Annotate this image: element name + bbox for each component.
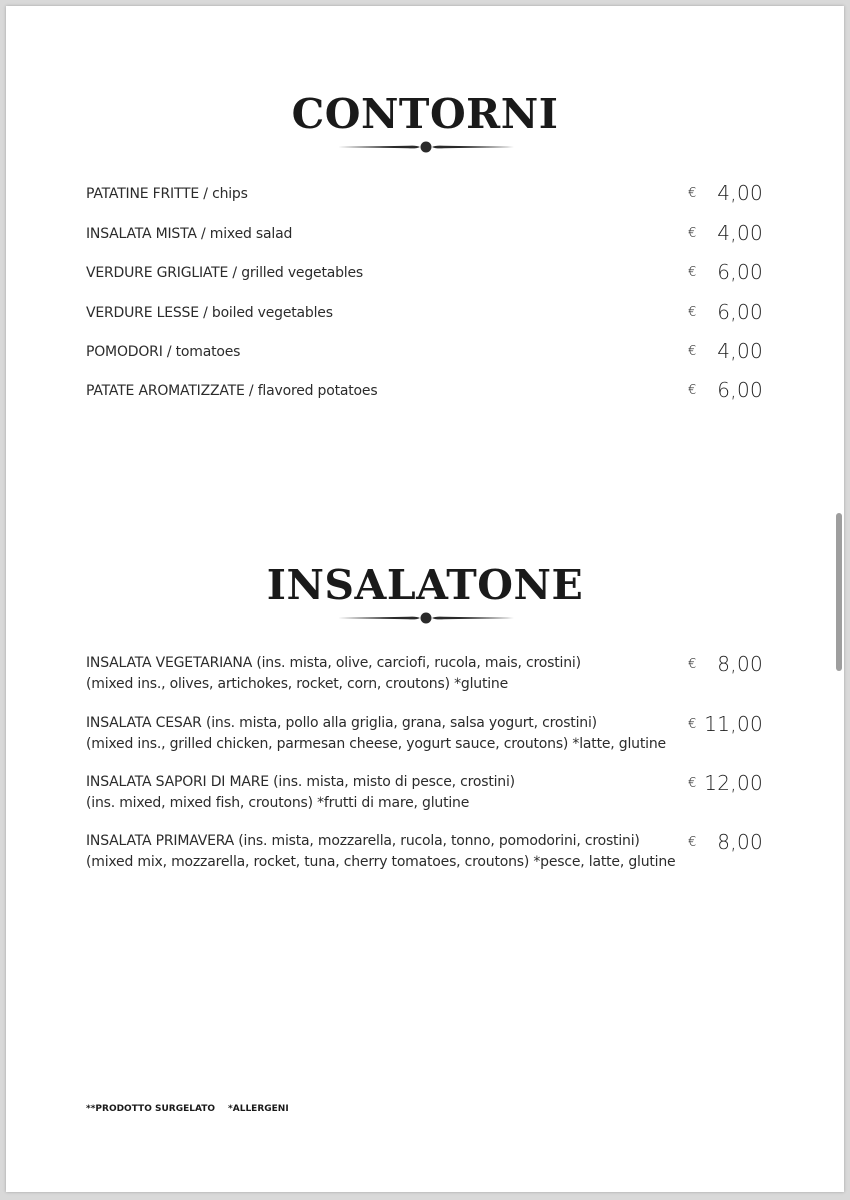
menu-item: [86, 184, 248, 205]
vertical-scrollbar[interactable]: [836, 513, 842, 671]
section-title-contorni: CONTORNI: [291, 90, 559, 138]
frozen-product-note: **PRODOTTO SURGELATO: [86, 1104, 216, 1114]
ornament-divider-icon: [338, 610, 514, 626]
item-name: VERDURE LESSE / boiled vegetables: [86, 305, 333, 321]
menu-item: [86, 342, 240, 363]
item-description: (mixed ins., olives, artichokes, rocket, corn, croutons) *glutine: [86, 676, 509, 692]
menu-page: [6, 6, 844, 1192]
currency-symbol: €: [688, 835, 697, 850]
item-name: INSALATA VEGETARIANA (ins. mista, olive, carciofi, rucola, mais, crostini): [86, 655, 581, 671]
menu-item: [86, 224, 292, 245]
currency-symbol: €: [688, 717, 697, 732]
item-name: PATATINE FRITTE / chips: [86, 186, 248, 202]
currency-symbol: €: [688, 383, 697, 398]
ornament-divider-icon: [338, 139, 514, 155]
price-value: 11,00: [704, 712, 763, 736]
currency-symbol: €: [688, 344, 697, 359]
item-name: PATATE AROMATIZZATE / flavored potatoes: [86, 383, 378, 399]
currency-symbol: €: [688, 226, 697, 241]
price-value: 8,00: [717, 830, 763, 854]
item-name: INSALATA SAPORI DI MARE (ins. mista, misto di pesce, crostini): [86, 774, 515, 790]
item-name: INSALATA MISTA / mixed salad: [86, 226, 293, 242]
currency-symbol: €: [688, 186, 697, 201]
price-value: 8,00: [717, 652, 763, 676]
item-description: (ins. mixed, mixed fish, croutons) *frutti di mare, glutine: [86, 795, 470, 811]
item-description: (mixed mix, mozzarella, rocket, tuna, cherry tomatoes, croutons) *pesce, latte, glutine: [86, 854, 676, 870]
menu-item: [86, 653, 581, 695]
currency-symbol: €: [688, 776, 697, 791]
price-value: 4,00: [717, 221, 763, 245]
menu-item: [86, 772, 515, 814]
price-value: 6,00: [717, 260, 763, 284]
section-title-insalatone: INSALATONE: [266, 561, 584, 609]
menu-item: [86, 831, 675, 873]
footer-legend: [86, 1104, 289, 1114]
price-value: 12,00: [704, 771, 763, 795]
item-name: POMODORI / tomatoes: [86, 344, 241, 360]
currency-symbol: €: [688, 265, 697, 280]
price-value: 4,00: [717, 181, 763, 205]
item-description: (mixed ins., grilled chicken, parmesan cheese, yogurt sauce, croutons) *latte, glutine: [86, 736, 666, 752]
menu-item: [86, 303, 333, 324]
menu-item: [86, 713, 666, 755]
currency-symbol: €: [688, 657, 697, 672]
item-name: INSALATA PRIMAVERA (ins. mista, mozzarella, rucola, tonno, pomodorini, crostini): [86, 833, 640, 849]
item-name: VERDURE GRIGLIATE / grilled vegetables: [86, 265, 364, 281]
allergen-note: *ALLERGENI: [228, 1104, 289, 1114]
price-value: 4,00: [717, 339, 763, 363]
menu-item: [86, 263, 363, 284]
currency-symbol: €: [688, 305, 697, 320]
menu-item: [86, 381, 377, 402]
price-value: 6,00: [717, 300, 763, 324]
price-value: 6,00: [717, 378, 763, 402]
item-name: INSALATA CESAR (ins. mista, pollo alla griglia, grana, salsa yogurt, crostini): [86, 715, 597, 731]
